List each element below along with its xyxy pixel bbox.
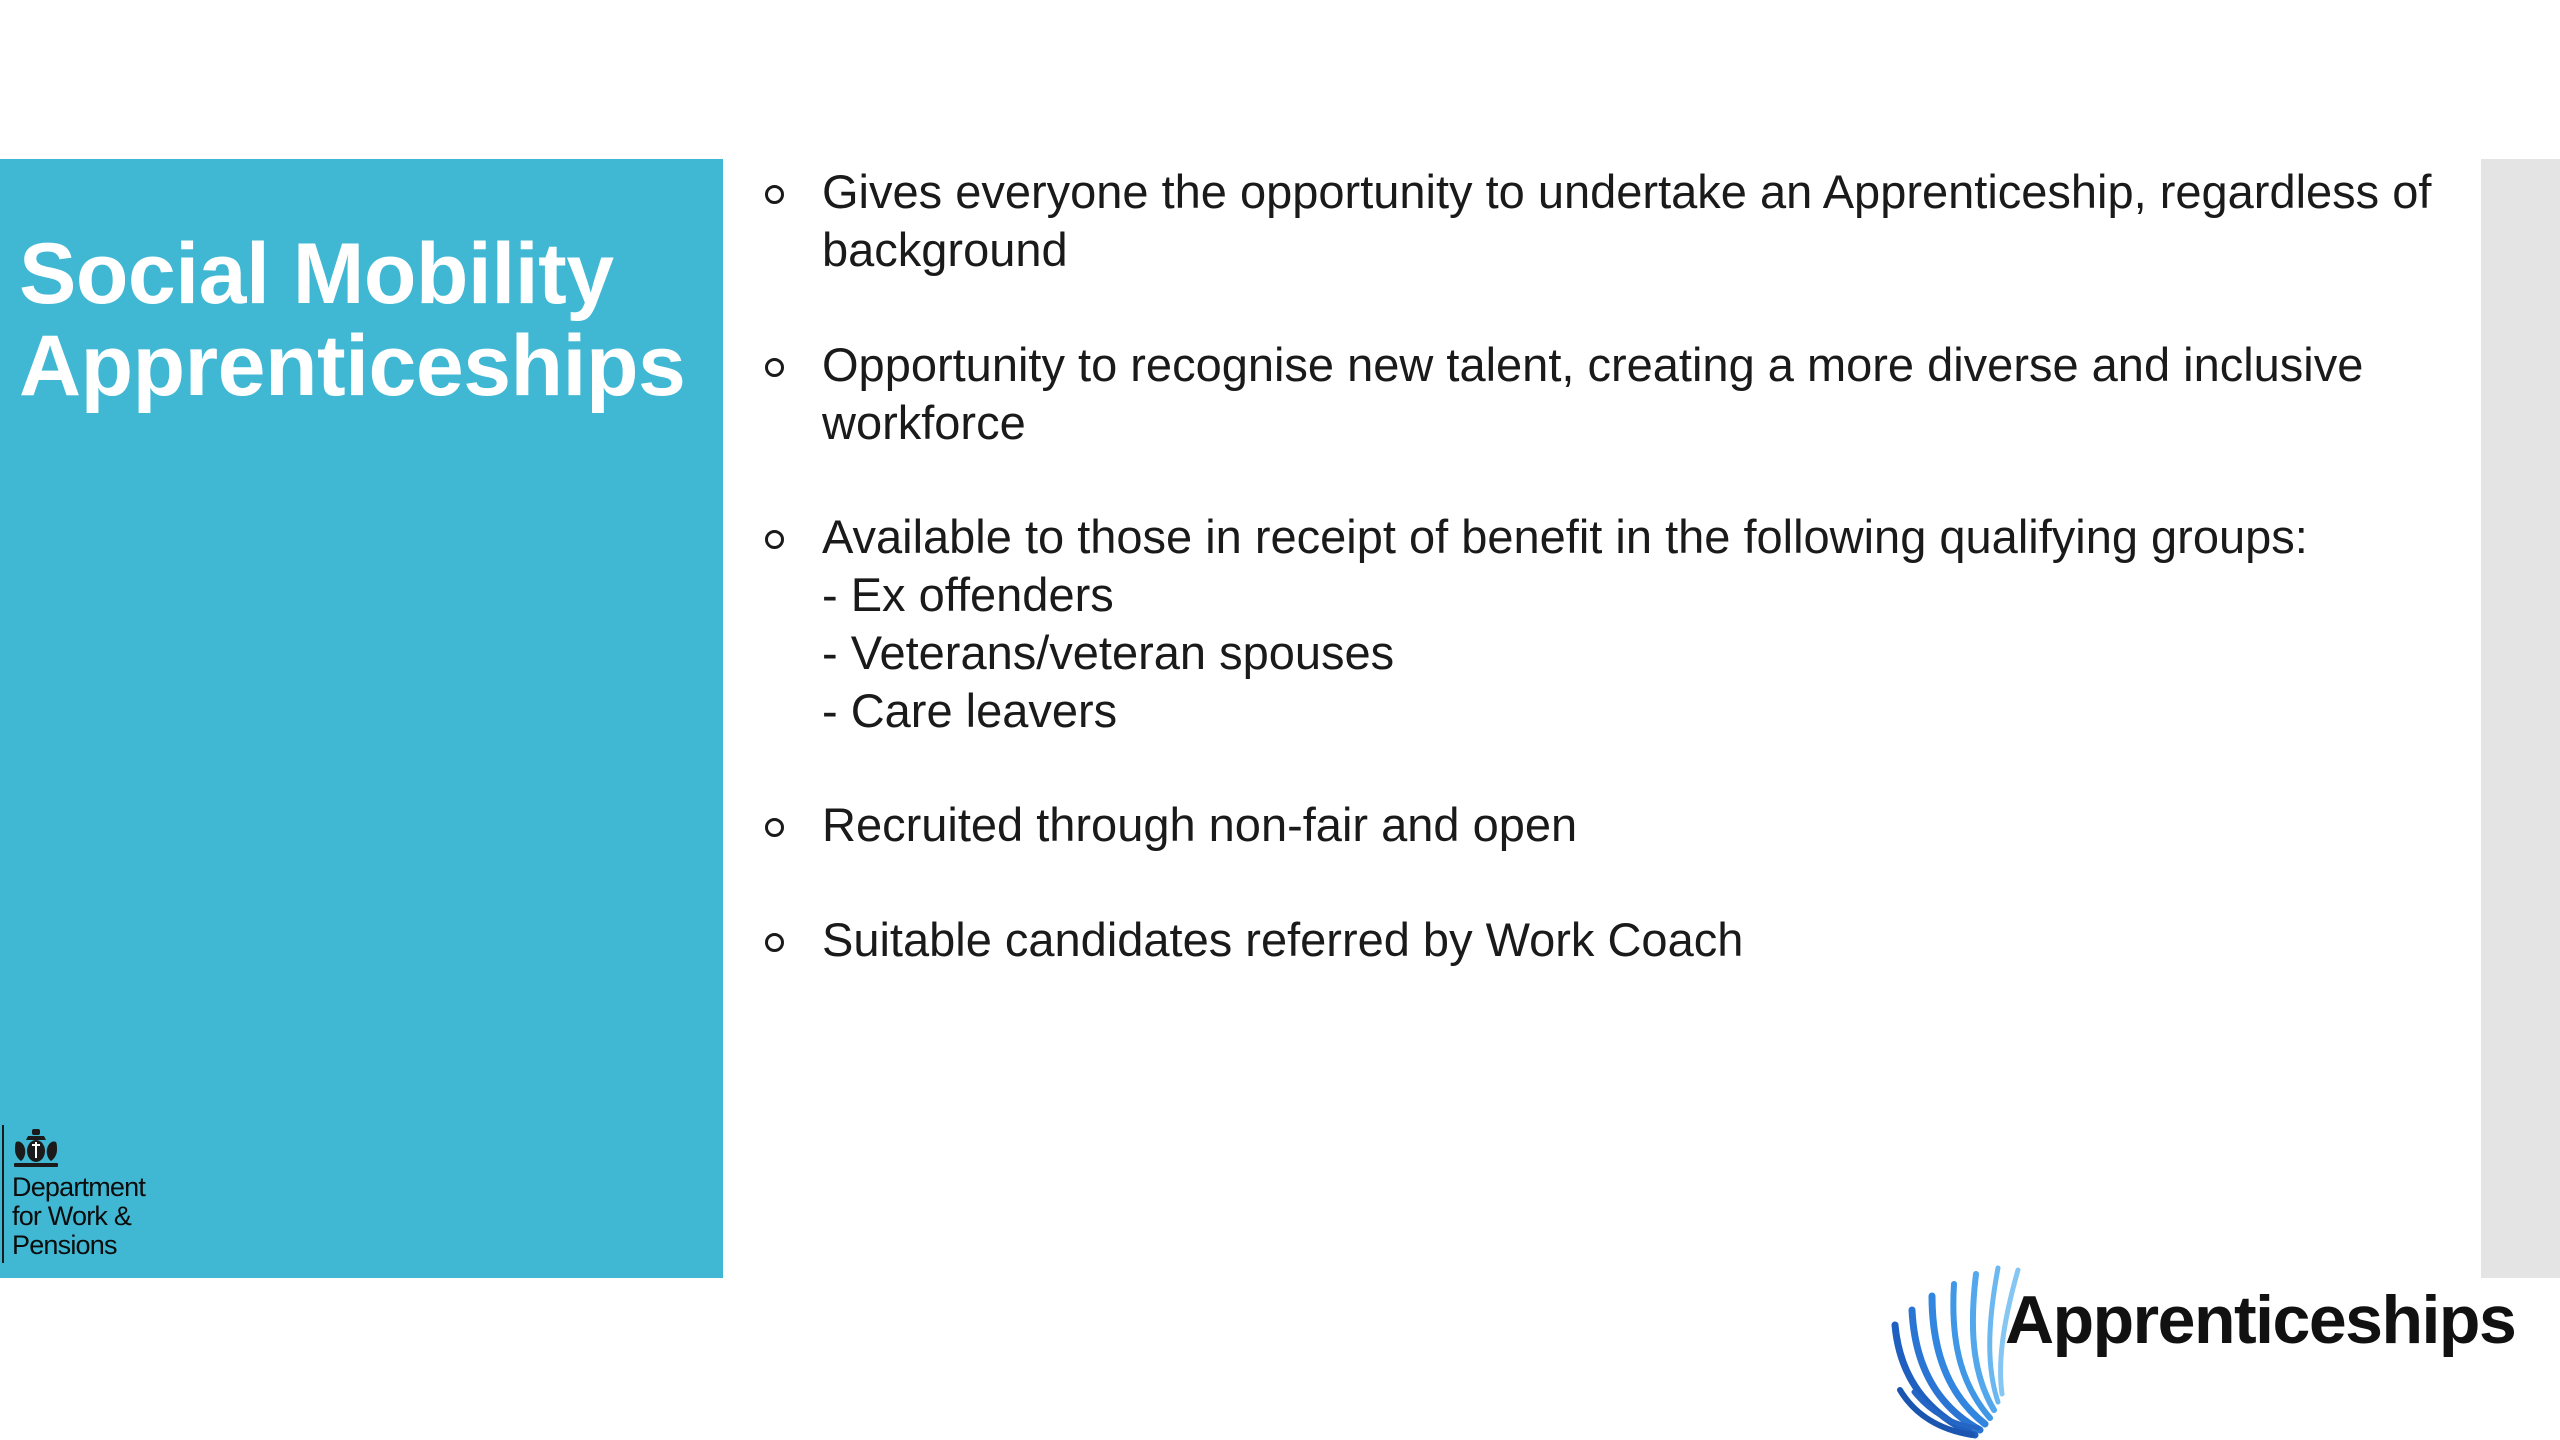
dwp-logo-text [12,1173,145,1260]
slide-title-line-2: Apprenticeships [19,318,686,414]
qualifying-group: - Ex offenders [822,568,1114,621]
dwp-logo-line-3: Pensions [12,1230,117,1260]
bullet-text: Gives everyone the opportunity to undertake an Apprenticeship, regardless of background [822,165,2432,276]
bullet-text: Recruited through non-fair and open [822,798,1578,851]
slide-title-line-1: Social Mobility [19,226,614,322]
dwp-logo-line-1: Department [12,1172,146,1202]
side-strip [2481,159,2560,1278]
circle-bullet-icon [765,530,784,549]
circle-bullet-icon [765,818,784,837]
bullet-text: Suitable candidates referred by Work Coach [822,913,1744,966]
qualifying-group: - Veterans/veteran spouses [822,626,1395,679]
dwp-logo-line-2: for Work & [12,1201,132,1231]
circle-bullet-icon [765,933,784,952]
dwp-logo [0,1125,200,1265]
circle-bullet-icon [765,358,784,377]
bullet-lead-text: Available to those in receipt of benefit in the following qualifying groups: [822,510,2308,563]
qualifying-group: - Care leavers [822,684,1118,737]
slide-title [19,228,709,412]
apprenticeships-logo [1880,1230,2516,1440]
logo-divider [2,1125,4,1263]
apprenticeships-wordmark: Apprenticeships [2005,1282,2516,1358]
royal-crest-icon [10,1128,62,1168]
bullet-text [822,508,2482,740]
bullet-text: Opportunity to recognise new talent, creating a more diverse and inclusive workforce [822,338,2364,449]
circle-bullet-icon [765,185,784,204]
